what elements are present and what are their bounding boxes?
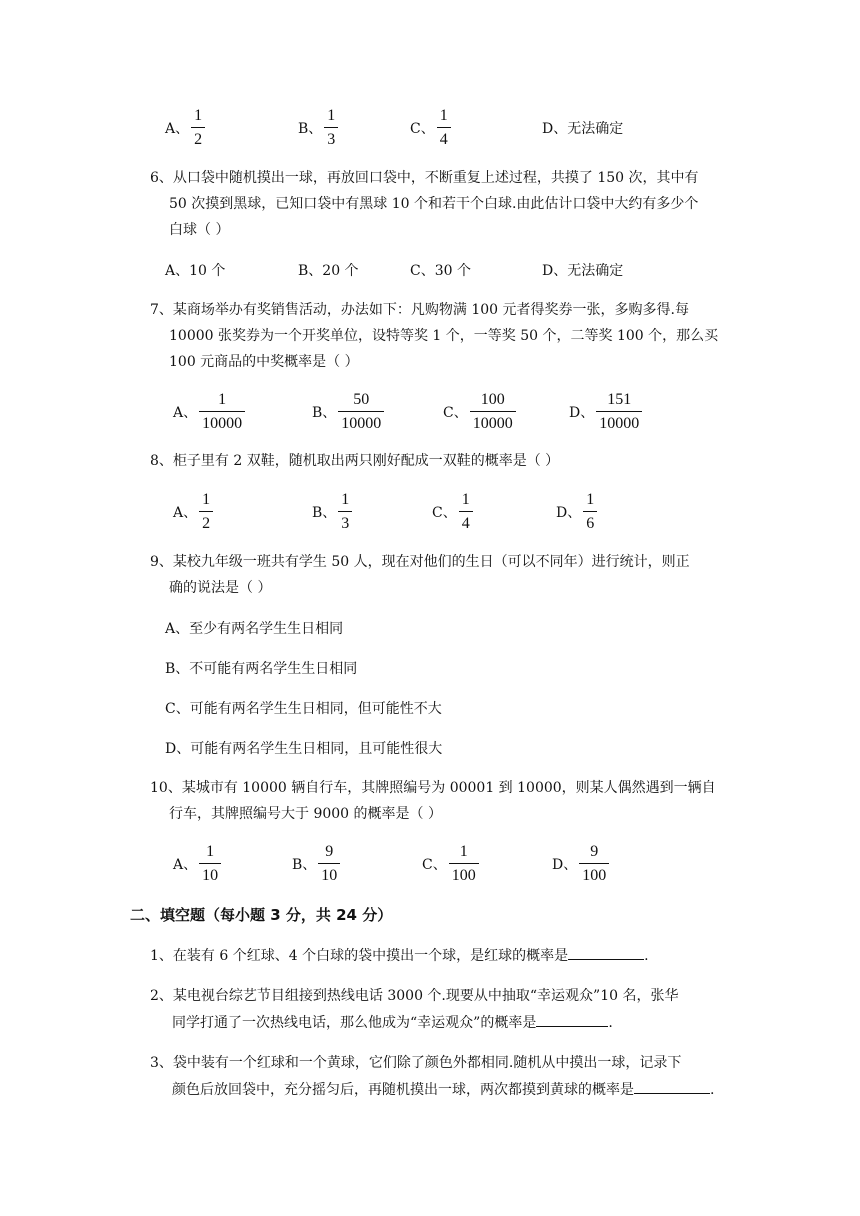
q7-line-1: 7、某商场举办有奖销售活动，办法如下：凡购物满 100 元者得奖券一张，多购多得.每 xyxy=(150,302,689,318)
q5-option-c: C、 $\frac{1}{4}$ xyxy=(410,106,451,149)
q7-option-d: D、 $\frac{151}{10000}$ xyxy=(569,390,642,433)
fill-q3-line-2: 颜色后放回袋中，充分摇匀后，再随机摸出一球，两次都摸到黄球的概率是 . xyxy=(172,1079,714,1100)
q6-line-3: 白球（ ） xyxy=(169,222,230,238)
q10-option-c: C、 $\frac{1}{100}$ xyxy=(422,842,479,885)
q7-option-c: C、 $\frac{100}{10000}$ xyxy=(443,390,516,433)
q6-option-b: B、20 个 xyxy=(298,263,359,279)
q5-option-a: A、 $\frac{1}{2}$ xyxy=(165,106,205,149)
fraction: $\frac{1}{3}$ xyxy=(324,106,338,149)
answer-blank xyxy=(568,945,644,960)
q5-option-b: B、 $\frac{1}{3}$ xyxy=(298,106,338,149)
q8-text: 8、柜子里有 2 双鞋，随机取出两只刚好配成一双鞋的概率是（ ） xyxy=(150,453,560,469)
fill-q3-line-1: 3、袋中装有一个红球和一个黄球，它们除了颜色外都相同.随机从中摸出一球，记录下 xyxy=(150,1055,682,1071)
q6-line-1: 6、从口袋中随机摸出一球，再放回口袋中，不断重复上述过程，共摸了 150 次，其中有 xyxy=(150,170,699,186)
q10-option-a: A、 $\frac{1}{10}$ xyxy=(173,842,221,885)
section-title: 二、填空题（每小题 3 分，共 24 分） xyxy=(130,906,393,924)
q8-option-d: D、 $\frac{1}{6}$ xyxy=(556,490,597,533)
q8-option-c: C、 $\frac{1}{4}$ xyxy=(432,490,473,533)
q9-option-d: D、可能有两名学生生日相同，且可能性很大 xyxy=(165,741,443,757)
fraction: $\frac{1}{10}$ xyxy=(199,842,221,885)
q5-option-d: D、无法确定 xyxy=(542,121,624,137)
answer-blank xyxy=(634,1079,710,1094)
fill-q2-line-1: 2、某电视台综艺节目组接到热线电话 3000 个.现要从中抽取“幸运观众”10 名，张华 xyxy=(150,988,679,1004)
q6-option-a: A、10 个 xyxy=(165,263,226,279)
q9-option-a: A、至少有两名学生生日相同 xyxy=(165,621,344,637)
q6-option-d: D、无法确定 xyxy=(542,263,624,279)
fraction: $\frac{9}{10}$ xyxy=(318,842,340,885)
q10-option-b: B、 $\frac{9}{10}$ xyxy=(292,842,340,885)
q9-line-2: 确的说法是（ ） xyxy=(169,580,272,596)
fraction: $\frac{1}{2}$ xyxy=(191,106,205,149)
q6-option-c: C、30 个 xyxy=(410,263,471,279)
q10-line-1: 10、某城市有 10000 辆自行车，其牌照编号为 00001 到 10000，则某人偶然遇到一辆自 xyxy=(150,780,716,796)
fraction: $\frac{50}{10000}$ xyxy=(338,390,384,433)
answer-blank xyxy=(536,1012,608,1027)
fraction: $\frac{9}{100}$ xyxy=(579,842,609,885)
q10-option-d: D、 $\frac{9}{100}$ xyxy=(552,842,609,885)
q9-option-c: C、可能有两名学生生日相同，但可能性不大 xyxy=(165,701,442,717)
q7-option-a: A、 $\frac{1}{10000}$ xyxy=(173,390,245,433)
fraction: $\frac{1}{4}$ xyxy=(437,106,451,149)
q9-option-b: B、不可能有两名学生生日相同 xyxy=(165,661,358,677)
q6-line-2: 50 次摸到黑球，已知口袋中有黑球 10 个和若干个白球.由此估计口袋中大约有多少个 xyxy=(169,196,699,212)
fraction: $\frac{1}{2}$ xyxy=(199,490,213,533)
fill-q2-line-2: 同学打通了一次热线电话，那么他成为“幸运观众”的概率是 . xyxy=(172,1012,613,1033)
fraction: $\frac{1}{3}$ xyxy=(338,490,352,533)
q8-option-a: A、 $\frac{1}{2}$ xyxy=(173,490,213,533)
fraction: $\frac{151}{10000}$ xyxy=(596,390,642,433)
q8-option-b: B、 $\frac{1}{3}$ xyxy=(312,490,352,533)
fraction: $\frac{1}{100}$ xyxy=(449,842,479,885)
fraction: $\frac{100}{10000}$ xyxy=(470,390,516,433)
q10-line-2: 行车，其牌照编号大于 9000 的概率是（ ） xyxy=(169,806,442,822)
q7-line-3: 100 元商品的中奖概率是（ ） xyxy=(169,354,359,370)
fill-q1: 1、在装有 6 个红球、4 个白球的袋中摸出一个球，是红球的概率是 . xyxy=(150,945,649,966)
fraction: $\frac{1}{6}$ xyxy=(583,490,597,533)
fraction: $\frac{1}{10000}$ xyxy=(199,390,245,433)
q7-option-b: B、 $\frac{50}{10000}$ xyxy=(312,390,384,433)
q9-line-1: 9、某校九年级一班共有学生 50 人，现在对他们的生日（可以不同年）进行统计，则正 xyxy=(150,554,690,570)
q7-line-2: 10000 张奖券为一个开奖单位，设特等奖 1 个，一等奖 50 个，二等奖 100 个，那么买 xyxy=(169,328,719,344)
fraction: $\frac{1}{4}$ xyxy=(459,490,473,533)
